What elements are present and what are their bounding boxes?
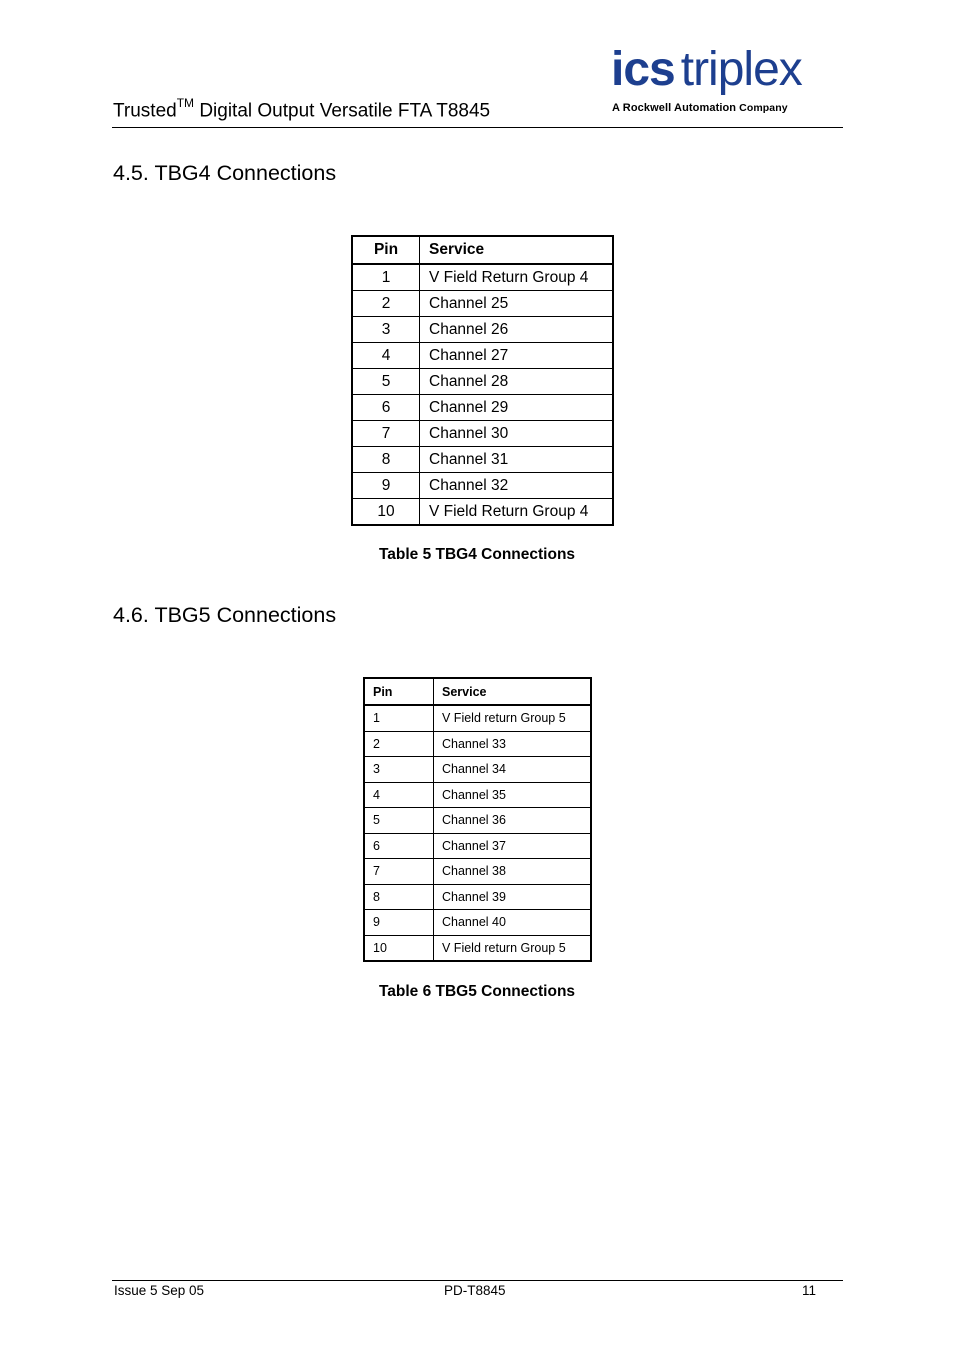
service-cell: Channel 35 [434, 782, 592, 808]
table-row [364, 705, 591, 731]
service-cell: V Field return Group 5 [434, 935, 592, 961]
table-row [352, 291, 613, 317]
pin-cell: 10 [364, 935, 434, 961]
pin-cell: 10 [352, 499, 420, 526]
pin-cell: 3 [364, 757, 434, 783]
table-row [352, 473, 613, 499]
section-heading-tbg5: 4.6. TBG5 Connections [113, 603, 337, 627]
logo-tagline [612, 102, 788, 114]
logo-triplex: triplex [680, 43, 802, 96]
logo-ics: ics [611, 43, 675, 96]
table-row [352, 369, 613, 395]
document-title [113, 98, 490, 122]
footer-document-id: PD-T8845 [444, 1283, 506, 1298]
table-row [364, 731, 591, 757]
logo-tagline-company: Company [736, 102, 788, 114]
trademark-superscript: TM [176, 96, 195, 110]
service-cell: Channel 36 [434, 808, 592, 834]
column-header-pin: Pin [364, 678, 434, 705]
pin-cell: 6 [364, 833, 434, 859]
table-row [364, 910, 591, 936]
table-row [352, 499, 613, 526]
service-cell: Channel 28 [420, 369, 614, 395]
company-logo [611, 44, 843, 116]
table-row [364, 935, 591, 961]
table-row [352, 264, 613, 291]
service-cell: Channel 26 [420, 317, 614, 343]
header-divider [112, 127, 843, 128]
table-row [364, 833, 591, 859]
column-header-service: Service [420, 236, 614, 264]
column-header-service: Service [434, 678, 592, 705]
table-row [352, 343, 613, 369]
pin-cell: 7 [364, 859, 434, 885]
title-suffix: Digital Output Versatile FTA T8845 [194, 100, 491, 122]
service-cell: Channel 38 [434, 859, 592, 885]
service-cell: Channel 30 [420, 421, 614, 447]
pin-cell: 8 [352, 447, 420, 473]
table-row [352, 447, 613, 473]
service-cell: Channel 34 [434, 757, 592, 783]
table-header-row [364, 678, 591, 705]
service-cell: V Field return Group 5 [434, 705, 592, 731]
table-row [352, 317, 613, 343]
tbg5-connections-table [363, 677, 592, 962]
pin-cell: 2 [352, 291, 420, 317]
table-caption-tbg5: Table 6 TBG5 Connections [378, 983, 576, 1000]
column-header-pin: Pin [352, 236, 420, 264]
pin-cell: 1 [364, 705, 434, 731]
service-cell: Channel 32 [420, 473, 614, 499]
table-row [364, 884, 591, 910]
service-cell: V Field Return Group 4 [420, 264, 614, 291]
pin-cell: 6 [352, 395, 420, 421]
table-row [364, 757, 591, 783]
pin-cell: 2 [364, 731, 434, 757]
pin-cell: 1 [352, 264, 420, 291]
service-cell: Channel 25 [420, 291, 614, 317]
tbg4-connections-table [351, 235, 614, 526]
footer-page-number: 11 [802, 1283, 817, 1298]
service-cell: Channel 39 [434, 884, 592, 910]
pin-cell: 5 [364, 808, 434, 834]
footer-issue: Issue 5 Sep 05 [114, 1283, 205, 1298]
service-cell: Channel 37 [434, 833, 592, 859]
table-row [364, 782, 591, 808]
service-cell: Channel 29 [420, 395, 614, 421]
service-cell: Channel 27 [420, 343, 614, 369]
table-row [364, 859, 591, 885]
pin-cell: 4 [364, 782, 434, 808]
pin-cell: 7 [352, 421, 420, 447]
pin-cell: 9 [352, 473, 420, 499]
pin-cell: 9 [364, 910, 434, 936]
service-cell: Channel 31 [420, 447, 614, 473]
pin-cell: 5 [352, 369, 420, 395]
pin-cell: 8 [364, 884, 434, 910]
footer-divider [112, 1280, 843, 1281]
logo-wordmark [611, 44, 802, 96]
table-row [364, 808, 591, 834]
pin-cell: 4 [352, 343, 420, 369]
logo-tagline-main: A Rockwell Automation [612, 102, 737, 114]
table-row [352, 395, 613, 421]
table-caption-tbg4: Table 5 TBG4 Connections [378, 546, 576, 563]
service-cell: Channel 40 [434, 910, 592, 936]
title-prefix: Trusted [113, 100, 177, 122]
table-row [352, 421, 613, 447]
section-heading-tbg4: 4.5. TBG4 Connections [113, 161, 337, 185]
table-header-row [352, 236, 613, 264]
service-cell: Channel 33 [434, 731, 592, 757]
service-cell: V Field Return Group 4 [420, 499, 614, 526]
pin-cell: 3 [352, 317, 420, 343]
